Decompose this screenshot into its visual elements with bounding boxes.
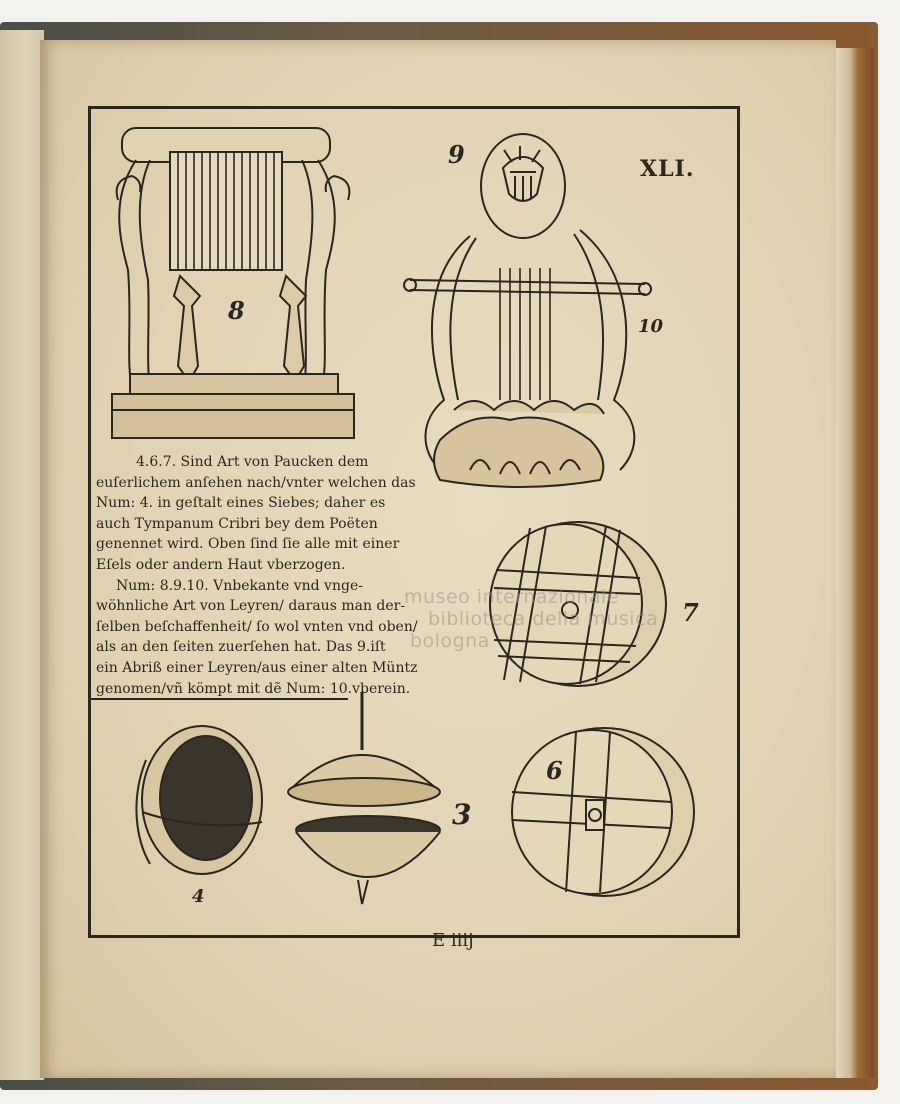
figure-number-9: 9	[448, 140, 465, 169]
text-line: ein Abriß einer Leyren/aus einer alten Müntz	[96, 659, 418, 676]
watermark-line: museo internazionale	[404, 586, 619, 608]
text-line: Eſels oder andern Haut vberzogen.	[96, 556, 346, 573]
text-line: 4.6.7. Sind Art von Paucken dem	[136, 454, 369, 470]
figure-number-10: 10	[638, 316, 664, 337]
text-line: Num: 8.9.10. Vnbekante vnd vnge-	[116, 577, 363, 594]
figure-number-6: 6	[546, 756, 563, 785]
text-line: genennet wird. Oben ſind ſie alle mit einer	[96, 536, 400, 553]
text-line: als an den ſeiten zuerſehen hat. Das 9.iſt	[96, 639, 386, 656]
museum-watermark	[404, 586, 724, 652]
drum-6-illustration	[512, 728, 694, 896]
text-line: euſerlichem anſehen nach/vnter welchen das	[96, 474, 416, 491]
text-line: wöhnliche Art von Leyren/ daraus man der-	[96, 598, 406, 615]
figure-number-4: 4	[192, 886, 205, 907]
figure-number-3: 3	[452, 798, 472, 831]
text-line: ſelben beſchaffenheit/ ſo wol vnten vnd oben/	[96, 618, 418, 635]
text-line: auch Tympanum Cribri bey dem Poëten	[96, 515, 378, 532]
watermark-line: bologna	[410, 630, 490, 652]
signature-mark: E iiij	[432, 930, 474, 951]
kettle-drums-3-illustration	[288, 692, 440, 904]
coin-9-illustration	[481, 134, 565, 238]
watermark-line: biblioteca della musica	[428, 608, 659, 630]
figure-number-7: 7	[682, 598, 699, 627]
lyre-10-illustration	[404, 230, 651, 487]
sieve-drum-4-illustration	[136, 726, 262, 874]
page-number: XLI.	[640, 156, 695, 182]
text-line: genomen/vñ kömpt mit dẽ Num: 10.vberein.	[96, 680, 411, 697]
text-line: Num: 4. in geſtalt eines Siebes; daher es	[96, 495, 386, 512]
figure-number-8: 8	[228, 296, 245, 325]
instrument-8-illustration	[112, 128, 354, 438]
description-text	[96, 452, 418, 699]
